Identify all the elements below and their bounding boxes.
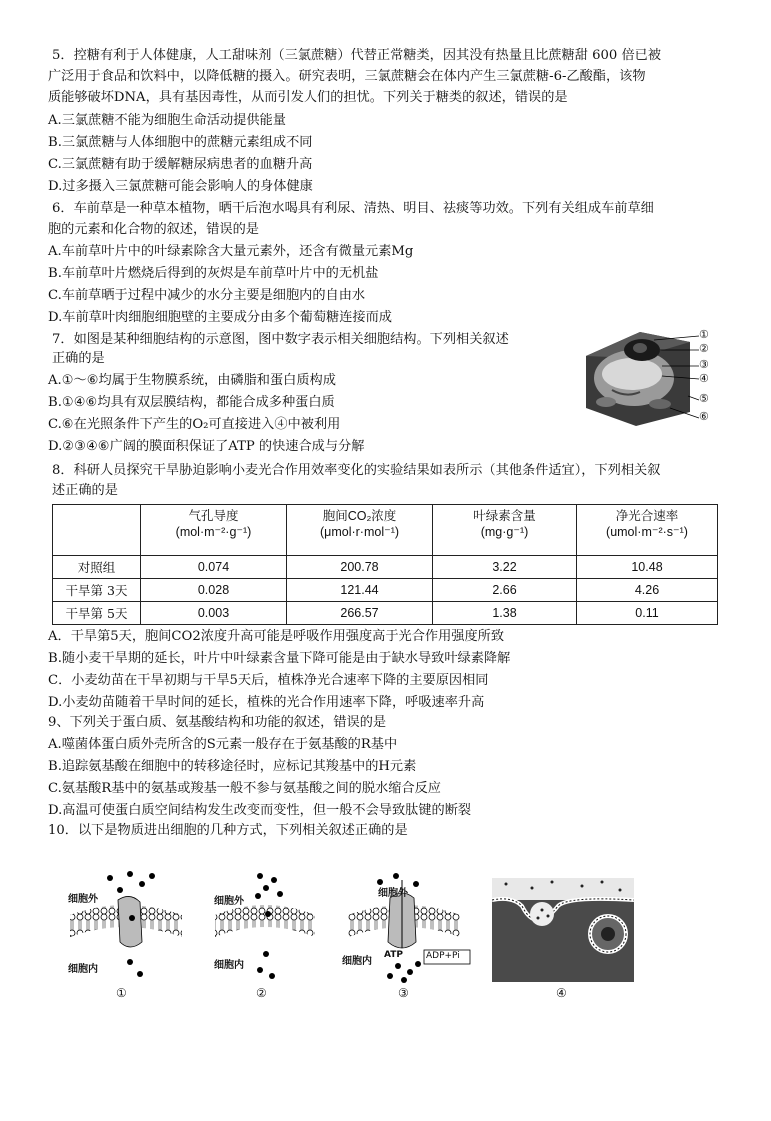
cell-structure-diagram [582,328,712,428]
q5-stem-line3: 质能够破坏DNA，具有基因毒性，从而引发人们的担忧。下列关于糖类的叙述，错误的是 [48,90,568,105]
figure-4 [492,870,634,1005]
cell-value: 266.57 [287,602,433,625]
cell-value: 0.003 [141,602,287,625]
cell-value: 3.22 [433,556,577,579]
q6-option-b: B.车前草叶片燃烧后得到的灰烬是车前草叶片中的无机盐 [48,266,379,281]
adp-pi-label: ADP+Pi [426,951,460,961]
q7-stem-line1: 7．如图是某种细胞结构的示意图，图中数字表示相关细胞结构。下列相关叙述 [52,332,509,347]
header-net-photosynthesis: 净光合速率 (umol·m⁻²·s⁻¹) [577,505,718,556]
fig2-outside-label: 细胞外 [214,896,244,907]
table-row [53,602,718,625]
drought-data-table [52,504,718,625]
q6-option-d: D.车前草叶肉细胞细胞壁的主要成分由多个葡萄糖连接而成 [48,310,392,325]
q7-option-c: C.⑥在光照条件下产生的O₂可直接进入④中被利用 [48,417,341,432]
q8-stem-line1: 8．科研人员探究干旱胁迫影响小麦光合作用效率变化的实验结果如表所示（其他条件适宜），下列相关叙 [52,463,661,478]
fig3-inside-label: 细胞内 [342,956,372,967]
row-label: 干旱第 5天 [53,602,141,625]
q8-option-d: D.小麦幼苗随着干旱时间的延长，植株的光合作用速率下降，呼吸速率升高 [48,695,485,710]
cell-value: 121.44 [287,579,433,602]
table-row [53,556,718,579]
q5-option-b: B.三氯蔗糖与人体细胞中的蔗糖元素组成不同 [48,135,313,150]
fig1-number: ① [116,986,127,1000]
q8-option-b: B.随小麦干旱期的延长，叶片中叶绿素含量下降可能是由于缺水导致叶绿素降解 [48,651,511,666]
q7-option-a: A.①～⑥均属于生物膜系统，由磷脂和蛋白质构成 [48,373,336,388]
cell-value: 0.11 [577,602,718,625]
cell-value: 0.074 [141,556,287,579]
q6-stem-line1: 6．车前草是一种草本植物，晒干后泡水喝具有利尿、清热、明目、祛痰等功效。下列有关组成车前草细 [52,201,654,216]
fig2-number: ② [256,986,267,1000]
q6-option-a: A.车前草叶片中的叶绿素除含大量元素外，还含有微量元素Mg [48,244,414,259]
q9-stem: 9、下列关于蛋白质、氨基酸结构和功能的叙述，错误的是 [48,715,387,730]
atp-label: ATP [384,950,404,960]
q5-option-c: C.三氯蔗糖有助于缓解糖尿病患者的血糖升高 [48,157,313,172]
row-label: 干旱第 3天 [53,579,141,602]
fig2-inside-label: 细胞内 [214,960,244,971]
q10-stem: 10．以下是物质进出细胞的几种方式，下列相关叙述正确的是 [48,823,408,838]
figure-1 [60,870,190,1005]
q5-option-d: D.过多摄入三氯蔗糖可能会影响人的身体健康 [48,179,313,194]
q5-stem-line1: 5．控糖有利于人体健康，人工甜味剂（三氯蔗糖）代替正常糖类，因其没有热量且比蔗糖甜 600 倍已被 [52,48,662,63]
fig1-inside-label: 细胞内 [68,964,98,975]
header-intercellular-co2: 胞间CO₂浓度 (μmol·r·mol⁻¹) [287,505,433,556]
q7-stem-line2: 正确的是 [52,351,105,366]
table-row [53,579,718,602]
figure-2 [210,870,320,1005]
cell-value: 2.66 [433,579,577,602]
q9-option-c: C.氨基酸R基中的氨基或羧基一般不参与氨基酸之间的脱水缩合反应 [48,781,441,796]
cell-label-3: ③ [699,358,709,371]
q9-option-b: B.追踪氨基酸在细胞中的转移途径时，应标记其羧基中的H元素 [48,759,417,774]
q6-option-c: C.车前草晒于过程中减少的水分主要是细胞内的自由水 [48,288,366,303]
figure-3 [340,870,480,1005]
fig3-outside-label: 细胞外 [378,888,408,899]
table-corner [53,505,141,556]
cell-label-4: ④ [699,372,709,385]
cell-value: 0.028 [141,579,287,602]
q5-option-a: A.三氯蔗糖不能为细胞生命活动提供能量 [48,113,286,128]
header-chlorophyll: 叶绿素含量 (mg·g⁻¹) [433,505,577,556]
transport-figures [60,870,660,1010]
fig4-number: ④ [556,986,567,1000]
fig3-number: ③ [398,986,409,1000]
cell-value: 200.78 [287,556,433,579]
header-stomatal-conductance: 气孔导度 (mol·m⁻²·g⁻¹) [141,505,287,556]
q7-option-b: B.①④⑥均具有双层膜结构，都能合成多种蛋白质 [48,395,335,410]
cell-label-2: ② [699,342,709,355]
q5-stem-line2: 广泛用于食品和饮料中，以降低糖的摄入。研究表明，三氯蔗糖会在体内产生三氯蔗糖-6-乙酸酯，该物 [48,69,646,84]
fig1-outside-label: 细胞外 [68,894,98,905]
q7-option-d: D.②③④⑥广阔的膜面积保证了ATP 的快速合成与分解 [48,439,365,454]
cell-label-5: ⑤ [699,392,709,405]
q8-stem-line2: 述正确的是 [52,483,118,498]
cell-value: 10.48 [577,556,718,579]
table-header-row [53,505,718,556]
cell-value: 1.38 [433,602,577,625]
q8-option-a: A．干旱第5天，胞间CO2浓度升高可能是呼吸作用强度高于光合作用强度所致 [48,629,505,644]
q6-stem-line2: 胞的元素和化合物的叙述，错误的是 [48,222,259,237]
row-label: 对照组 [53,556,141,579]
cell-value: 4.26 [577,579,718,602]
cell-label-6: ⑥ [699,410,709,423]
q8-option-c: C．小麦幼苗在干旱初期与干旱5天后，植株净光合速率下降的主要原因相同 [48,673,489,688]
q9-option-a: A.噬菌体蛋白质外壳所含的S元素一般存在于氨基酸的R基中 [48,737,398,752]
cell-label-1: ① [699,328,709,341]
q9-option-d: D.高温可使蛋白质空间结构发生改变而变性，但一般不会导致肽键的断裂 [48,803,472,818]
